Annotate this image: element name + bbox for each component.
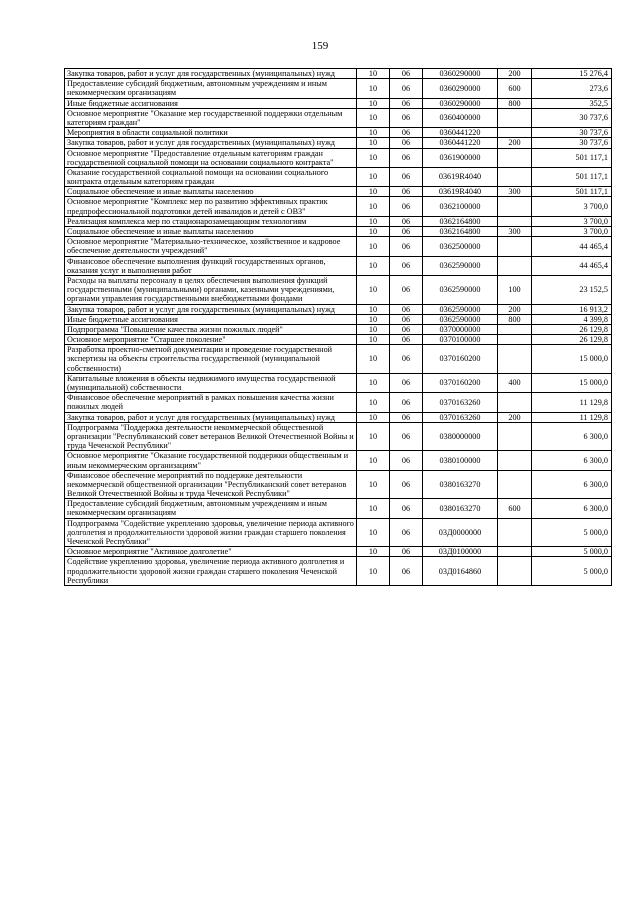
row-name-cell: Иные бюджетные ассигнования (65, 98, 357, 108)
row-subsection-cell: 06 (390, 227, 423, 237)
table-row (65, 98, 612, 108)
row-name-cell: Подпрограмма "Содействие укреплению здоровья, увеличение периода активного долголетия и продолжительности здоровой жизни граждан старшего поколения Чеченской Республики" (65, 518, 357, 547)
row-target-article-cell: 0370163260 (423, 412, 498, 422)
table-row (65, 256, 612, 275)
row-target-article-cell: 03Д0000000 (423, 518, 498, 547)
row-name-cell: Основное мероприятие "Активное долголетие" (65, 547, 357, 557)
table-row (65, 237, 612, 256)
row-expense-type-cell (498, 256, 532, 275)
row-target-article-cell: 0362590000 (423, 275, 498, 304)
row-subsection-cell: 06 (390, 451, 423, 470)
row-subsection-cell: 06 (390, 275, 423, 304)
table-row (65, 197, 612, 216)
table-row (65, 335, 612, 345)
row-name-cell: Разработка проектно-сметной документации и проведение государственной экспертизы на объекты строительства государственной (муниципальной собственности) (65, 345, 357, 374)
row-expense-type-cell (498, 557, 532, 586)
row-amount-cell: 11 129,8 (532, 412, 612, 422)
table-row (65, 547, 612, 557)
row-name-cell: Иные бюджетные ассигнования (65, 314, 357, 324)
row-section-cell: 10 (357, 275, 390, 304)
row-name-cell: Основное мероприятие "Старшее поколение" (65, 335, 357, 345)
row-expense-type-cell (498, 237, 532, 256)
row-amount-cell: 11 129,8 (532, 393, 612, 412)
table-row (65, 373, 612, 392)
row-section-cell: 10 (357, 422, 390, 451)
row-expense-type-cell (498, 393, 532, 412)
row-section-cell: 10 (357, 547, 390, 557)
row-target-article-cell: 0370100000 (423, 335, 498, 345)
row-section-cell: 10 (357, 138, 390, 148)
row-expense-type-cell (498, 167, 532, 186)
row-section-cell: 10 (357, 216, 390, 226)
row-expense-type-cell (498, 422, 532, 451)
table-row (65, 324, 612, 334)
row-section-cell: 10 (357, 148, 390, 167)
table-row (65, 138, 612, 148)
table-row (65, 393, 612, 412)
table-row (65, 518, 612, 547)
row-subsection-cell: 06 (390, 412, 423, 422)
row-subsection-cell: 06 (390, 547, 423, 557)
row-amount-cell: 5 000,0 (532, 557, 612, 586)
row-name-cell: Социальное обеспечение и иные выплаты населению (65, 187, 357, 197)
row-subsection-cell: 06 (390, 335, 423, 345)
row-target-article-cell: 0362164800 (423, 216, 498, 226)
row-section-cell: 10 (357, 373, 390, 392)
row-section-cell: 10 (357, 227, 390, 237)
row-section-cell: 10 (357, 557, 390, 586)
row-expense-type-cell: 300 (498, 227, 532, 237)
table-row (65, 108, 612, 127)
row-name-cell: Социальное обеспечение и иные выплаты населению (65, 227, 357, 237)
row-subsection-cell: 06 (390, 557, 423, 586)
row-amount-cell: 30 737,6 (532, 128, 612, 138)
table-row (65, 304, 612, 314)
row-name-cell: Основное мероприятие "Оказание государственной поддержки общественным и иным некоммерческим организациям" (65, 451, 357, 470)
row-section-cell: 10 (357, 167, 390, 186)
row-amount-cell: 4 399,8 (532, 314, 612, 324)
row-section-cell: 10 (357, 451, 390, 470)
row-target-article-cell: 0370163260 (423, 393, 498, 412)
row-expense-type-cell (498, 216, 532, 226)
row-name-cell: Основное мероприятие "Материально-техническое, хозяйственное и кадровое обеспечение деятельности учреждений" (65, 237, 357, 256)
row-amount-cell: 23 152,5 (532, 275, 612, 304)
row-name-cell: Основное мероприятие "Предоставление отдельным категориям граждан государственной социальной помощи на основании социального контракта" (65, 148, 357, 167)
row-amount-cell: 3 700,0 (532, 216, 612, 226)
budget-table (64, 68, 612, 586)
row-section-cell: 10 (357, 256, 390, 275)
row-expense-type-cell (498, 128, 532, 138)
row-name-cell: Капитальные вложения в объекты недвижимого имущества государственной (муниципальной) собственности (65, 373, 357, 392)
row-subsection-cell: 06 (390, 216, 423, 226)
row-amount-cell: 6 300,0 (532, 451, 612, 470)
row-amount-cell: 501 117,1 (532, 148, 612, 167)
row-expense-type-cell (498, 451, 532, 470)
row-subsection-cell: 06 (390, 373, 423, 392)
table-row (65, 148, 612, 167)
row-expense-type-cell: 400 (498, 373, 532, 392)
row-subsection-cell: 06 (390, 518, 423, 547)
table-row (65, 451, 612, 470)
row-target-article-cell: 0380163270 (423, 470, 498, 499)
row-target-article-cell: 0362590000 (423, 256, 498, 275)
table-row (65, 422, 612, 451)
row-name-cell: Закупка товаров, работ и услуг для государственных (муниципальных) нужд (65, 412, 357, 422)
row-expense-type-cell (498, 547, 532, 557)
row-subsection-cell: 06 (390, 345, 423, 374)
row-expense-type-cell (498, 324, 532, 334)
row-subsection-cell: 06 (390, 237, 423, 256)
row-amount-cell: 5 000,0 (532, 547, 612, 557)
row-section-cell: 10 (357, 324, 390, 334)
row-subsection-cell: 06 (390, 108, 423, 127)
row-section-cell: 10 (357, 197, 390, 216)
row-amount-cell: 352,5 (532, 98, 612, 108)
row-amount-cell: 44 465,4 (532, 237, 612, 256)
row-amount-cell: 501 117,1 (532, 187, 612, 197)
row-subsection-cell: 06 (390, 304, 423, 314)
row-amount-cell: 5 000,0 (532, 518, 612, 547)
row-target-article-cell: 03619R4040 (423, 167, 498, 186)
row-expense-type-cell (498, 470, 532, 499)
row-expense-type-cell: 600 (498, 79, 532, 98)
row-name-cell: Расходы на выплаты персоналу в целях обеспечения выполнения функций государственными (муниципальными) органами, казенными учреждениями, органами управления государственными внебюджетными фондами (65, 275, 357, 304)
row-section-cell: 10 (357, 79, 390, 98)
row-amount-cell: 30 737,6 (532, 138, 612, 148)
row-target-article-cell: 0360441220 (423, 128, 498, 138)
row-name-cell: Финансовое обеспечение мероприятий по поддержке деятельности некоммерческой общественной организации "Республиканский совет ветеранов Великой Отечественной Войны и труда Чеченской Республики" (65, 470, 357, 499)
row-section-cell: 10 (357, 187, 390, 197)
row-section-cell: 10 (357, 393, 390, 412)
row-expense-type-cell: 200 (498, 69, 532, 79)
row-name-cell: Подпрограмма "Повышение качества жизни пожилых людей" (65, 324, 357, 334)
row-name-cell: Содействие укреплению здоровья, увеличение периода активного долголетия и продолжительности здоровой жизни граждан старшего поколения Чеченской Республики (65, 557, 357, 586)
table-row (65, 227, 612, 237)
row-section-cell: 10 (357, 108, 390, 127)
page-number: 159 (311, 40, 329, 52)
row-target-article-cell: 0370160200 (423, 345, 498, 374)
row-subsection-cell: 06 (390, 393, 423, 412)
row-section-cell: 10 (357, 128, 390, 138)
row-target-article-cell: 0380100000 (423, 451, 498, 470)
row-target-article-cell: 0380163270 (423, 499, 498, 518)
row-name-cell: Основное мероприятие "Оказание мер государственной поддержки отдельным категориям граждан" (65, 108, 357, 127)
row-target-article-cell: 0362164800 (423, 227, 498, 237)
table-body (65, 69, 612, 586)
row-subsection-cell: 06 (390, 148, 423, 167)
row-target-article-cell: 0360290000 (423, 69, 498, 79)
row-section-cell: 10 (357, 412, 390, 422)
row-target-article-cell: 0360290000 (423, 98, 498, 108)
table-row (65, 470, 612, 499)
row-amount-cell: 6 300,0 (532, 499, 612, 518)
table-row (65, 345, 612, 374)
table-row (65, 412, 612, 422)
row-subsection-cell: 06 (390, 470, 423, 499)
row-target-article-cell: 0360400000 (423, 108, 498, 127)
row-target-article-cell: 0360290000 (423, 79, 498, 98)
row-name-cell: Закупка товаров, работ и услуг для государственных (муниципальных) нужд (65, 304, 357, 314)
row-target-article-cell: 0380000000 (423, 422, 498, 451)
table-row (65, 79, 612, 98)
row-subsection-cell: 06 (390, 128, 423, 138)
row-amount-cell: 44 465,4 (532, 256, 612, 275)
row-amount-cell: 16 913,2 (532, 304, 612, 314)
row-name-cell: Предоставление субсидий бюджетным, автономным учреждениям и иным некоммерческим организациям (65, 499, 357, 518)
row-subsection-cell: 06 (390, 69, 423, 79)
row-name-cell: Оказание государственной социальной помощи на основании социального контракта отдельным категориям граждан (65, 167, 357, 186)
row-target-article-cell: 0362500000 (423, 237, 498, 256)
row-name-cell: Закупка товаров, работ и услуг для государственных (муниципальных) нужд (65, 69, 357, 79)
row-subsection-cell: 06 (390, 79, 423, 98)
row-amount-cell: 15 000,0 (532, 373, 612, 392)
row-section-cell: 10 (357, 345, 390, 374)
table-row (65, 128, 612, 138)
row-name-cell: Подпрограмма "Поддержка деятельности некоммерческой общественной организации "Республиканский совет ветеранов Великой Отечественной Войны и труда Чеченской Республики" (65, 422, 357, 451)
table-row (65, 69, 612, 79)
row-name-cell: Предоставление субсидий бюджетным, автономным учреждениям и иным некоммерческим организациям (65, 79, 357, 98)
row-name-cell: Финансовое обеспечение выполнения функций государственных органов, оказания услуг и выполнения работ (65, 256, 357, 275)
row-expense-type-cell (498, 148, 532, 167)
row-expense-type-cell: 600 (498, 499, 532, 518)
row-subsection-cell: 06 (390, 324, 423, 334)
row-expense-type-cell (498, 518, 532, 547)
row-target-article-cell: 03619R4040 (423, 187, 498, 197)
row-expense-type-cell: 200 (498, 138, 532, 148)
row-target-article-cell: 0370160200 (423, 373, 498, 392)
row-expense-type-cell (498, 345, 532, 374)
row-target-article-cell: 03Д0164860 (423, 557, 498, 586)
table-row (65, 275, 612, 304)
row-name-cell: Реализация комплекса мер по стационарозамещающим технологиям (65, 216, 357, 226)
row-expense-type-cell (498, 335, 532, 345)
row-expense-type-cell: 800 (498, 98, 532, 108)
row-section-cell: 10 (357, 335, 390, 345)
row-amount-cell: 3 700,0 (532, 227, 612, 237)
row-subsection-cell: 06 (390, 98, 423, 108)
row-section-cell: 10 (357, 237, 390, 256)
row-target-article-cell: 0370000000 (423, 324, 498, 334)
row-subsection-cell: 06 (390, 197, 423, 216)
table-row (65, 187, 612, 197)
row-subsection-cell: 06 (390, 187, 423, 197)
row-target-article-cell: 0362590000 (423, 314, 498, 324)
row-target-article-cell: 0362590000 (423, 304, 498, 314)
row-expense-type-cell: 800 (498, 314, 532, 324)
row-section-cell: 10 (357, 499, 390, 518)
row-subsection-cell: 06 (390, 422, 423, 451)
row-section-cell: 10 (357, 304, 390, 314)
row-target-article-cell: 0361900000 (423, 148, 498, 167)
row-amount-cell: 6 300,0 (532, 470, 612, 499)
row-subsection-cell: 06 (390, 138, 423, 148)
row-section-cell: 10 (357, 98, 390, 108)
row-expense-type-cell: 300 (498, 187, 532, 197)
row-amount-cell: 501 117,1 (532, 167, 612, 186)
row-expense-type-cell: 100 (498, 275, 532, 304)
table-row (65, 557, 612, 586)
table-row (65, 314, 612, 324)
row-target-article-cell: 0360441220 (423, 138, 498, 148)
row-expense-type-cell (498, 108, 532, 127)
row-amount-cell: 26 129,8 (532, 324, 612, 334)
row-amount-cell: 3 700,0 (532, 197, 612, 216)
row-amount-cell: 6 300,0 (532, 422, 612, 451)
row-expense-type-cell: 200 (498, 304, 532, 314)
table-row (65, 499, 612, 518)
row-expense-type-cell: 200 (498, 412, 532, 422)
row-section-cell: 10 (357, 470, 390, 499)
row-amount-cell: 26 129,8 (532, 335, 612, 345)
row-subsection-cell: 06 (390, 499, 423, 518)
row-amount-cell: 15 000,0 (532, 345, 612, 374)
row-name-cell: Финансовое обеспечение мероприятий в рамках повышения качества жизни пожилых людей (65, 393, 357, 412)
row-section-cell: 10 (357, 69, 390, 79)
row-target-article-cell: 0362100000 (423, 197, 498, 216)
table-row (65, 167, 612, 186)
row-expense-type-cell (498, 197, 532, 216)
table-row (65, 216, 612, 226)
row-section-cell: 10 (357, 518, 390, 547)
row-subsection-cell: 06 (390, 167, 423, 186)
row-name-cell: Основное мероприятие "Комплекс мер по развитию эффективных практик предпрофессиональной подготовки детей инвалидов и детей с ОВЗ" (65, 197, 357, 216)
row-amount-cell: 273,6 (532, 79, 612, 98)
row-name-cell: Мероприятия в области социальной политики (65, 128, 357, 138)
row-name-cell: Закупка товаров, работ и услуг для государственных (муниципальных) нужд (65, 138, 357, 148)
row-target-article-cell: 03Д0100000 (423, 547, 498, 557)
row-section-cell: 10 (357, 314, 390, 324)
row-subsection-cell: 06 (390, 314, 423, 324)
row-subsection-cell: 06 (390, 256, 423, 275)
row-amount-cell: 30 737,6 (532, 108, 612, 127)
row-amount-cell: 15 276,4 (532, 69, 612, 79)
